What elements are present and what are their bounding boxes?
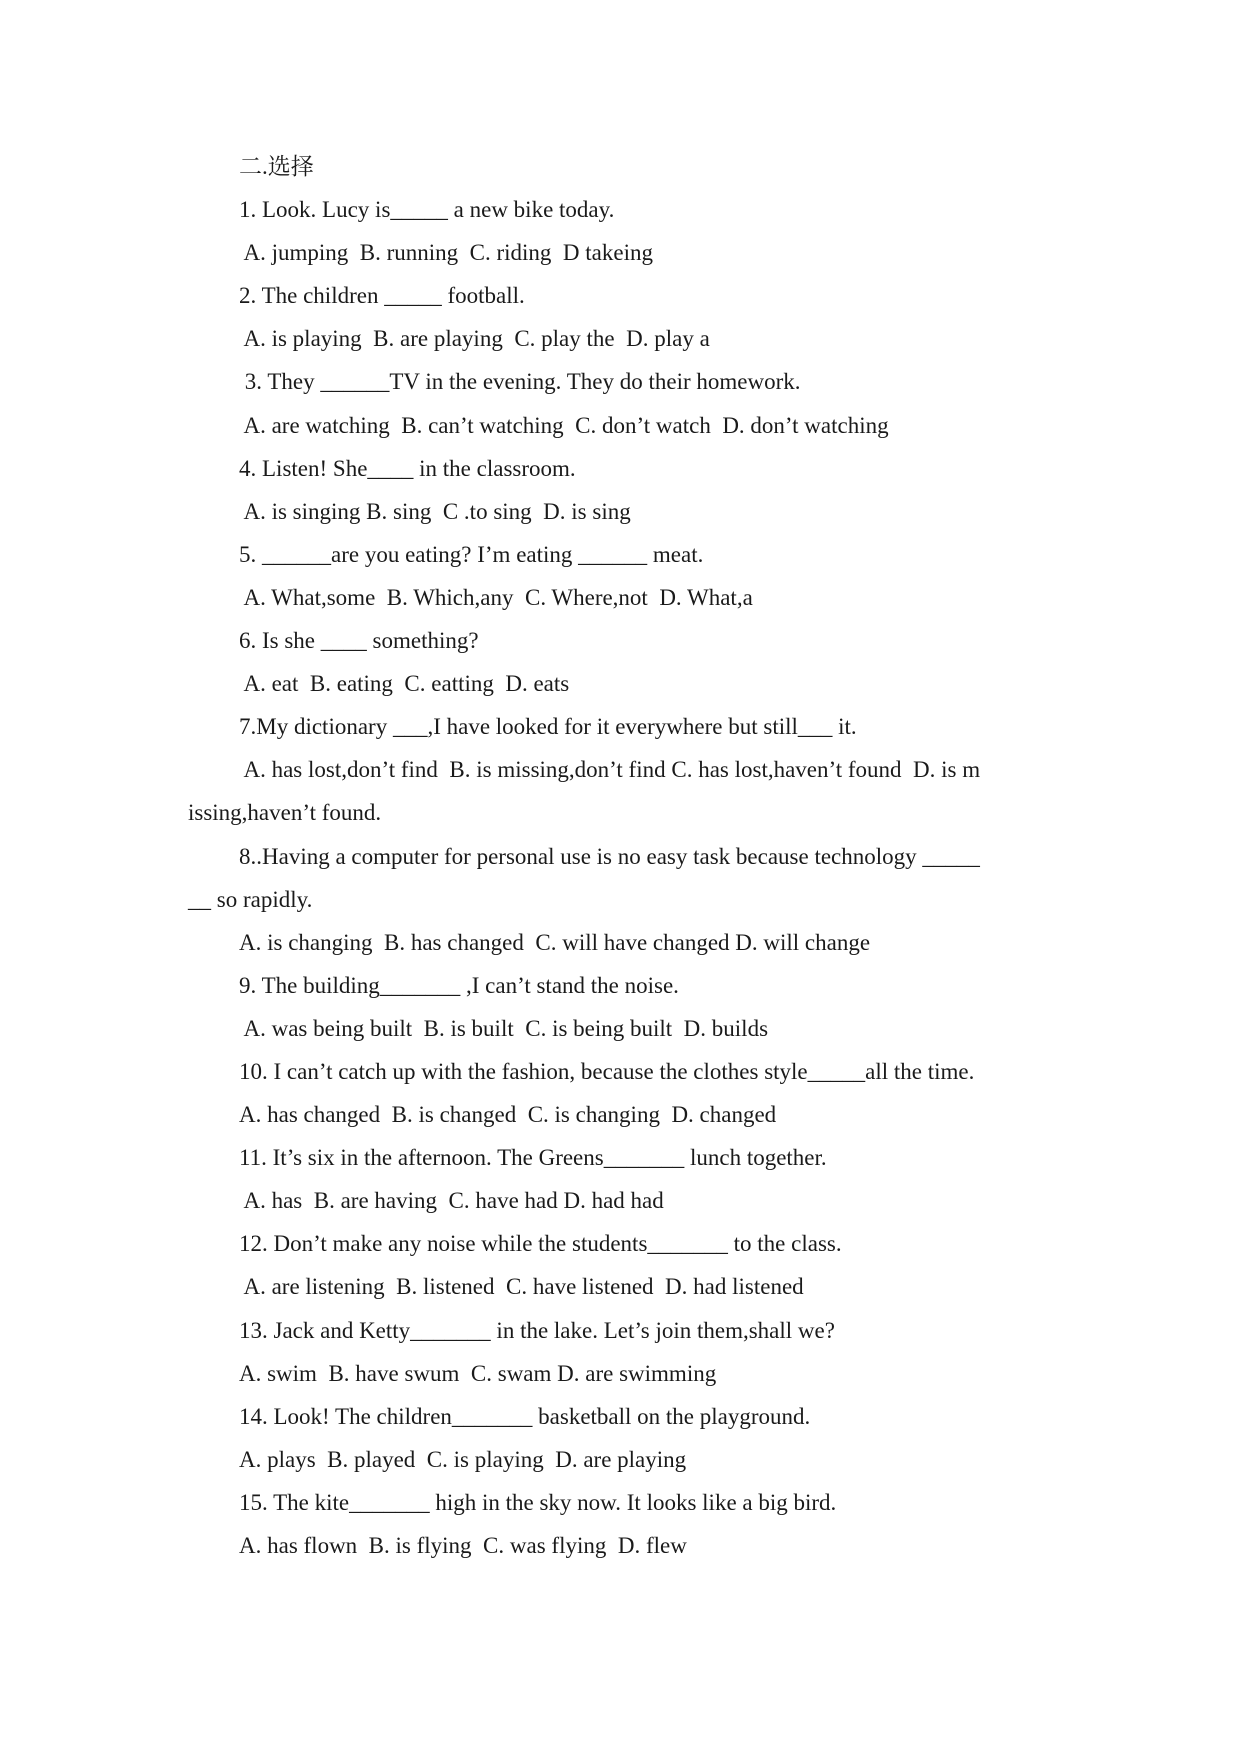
options-10: A. has changed B. is changed C. is changing D. changed — [239, 1102, 777, 1128]
options-15: A. has flown B. is flying C. was flying D. flew — [239, 1533, 687, 1558]
section-title: 二.选择 — [239, 154, 314, 179]
options-12: A. are listening B. listened C. have listened D. had listened — [239, 1274, 804, 1300]
options-14: A. plays B. played C. is playing D. are playing — [239, 1446, 687, 1472]
question-12: 12. Don’t make any noise while the students_______ to the class. — [239, 1231, 842, 1257]
question-1: 1. Look. Lucy is_____ a new bike today. — [239, 197, 615, 223]
options-7-continued: issing,haven’t found. — [188, 800, 382, 826]
question-13: 13. Jack and Ketty_______ in the lake. Let’s join them,shall we? — [239, 1317, 835, 1343]
question-6: 6. Is she ____ something? — [239, 628, 479, 654]
options-1: A. jumping B. running C. riding D takeing — [239, 240, 653, 266]
question-2: 2. The children _____ football. — [239, 283, 525, 309]
exercise-content — [188, 145, 1058, 1567]
options-2: A. is playing B. are playing C. play the D. play a — [239, 326, 710, 352]
question-4: 4. Listen! She____ in the classroom. — [239, 455, 576, 481]
question-14: 14. Look! The children_______ basketball on the playground. — [239, 1403, 811, 1429]
options-7: A. has lost,don’t find B. is missing,don’t find C. has lost,haven’t found D. is m — [239, 757, 981, 783]
options-8: A. is changing B. has changed C. will have changed D. will change — [239, 929, 871, 955]
question-15: 15. The kite_______ high in the sky now. It looks like a big bird. — [239, 1489, 837, 1515]
question-8: 8..Having a computer for personal use is no easy task because technology _____ — [239, 843, 980, 869]
options-4: A. is singing B. sing C .to sing D. is sing — [239, 498, 631, 524]
question-8-continued: __ so rapidly. — [188, 886, 313, 912]
options-11: A. has B. are having C. have had D. had had — [239, 1188, 664, 1214]
question-9: 9. The building_______ ,I can’t stand the noise. — [239, 972, 679, 998]
question-11: 11. It’s six in the afternoon. The Greens_______ lunch together. — [239, 1145, 827, 1171]
options-3: A. are watching B. can’t watching C. don’t watch D. don’t watching — [239, 412, 889, 438]
options-13: A. swim B. have swum C. swam D. are swimming — [239, 1360, 717, 1386]
question-7: 7.My dictionary ___,I have looked for it everywhere but still___ it. — [239, 714, 857, 740]
question-5: 5. ______are you eating? I’m eating ______ meat. — [239, 541, 704, 567]
options-5: A. What,some B. Which,any C. Where,not D. What,a — [239, 584, 753, 610]
options-9: A. was being built B. is built C. is being built D. builds — [239, 1015, 769, 1041]
question-3: 3. They ______TV in the evening. They do their homework. — [239, 369, 801, 395]
question-10: 10. I can’t catch up with the fashion, because the clothes style_____all the time. — [239, 1058, 975, 1084]
options-6: A. eat B. eating C. eatting D. eats — [239, 671, 570, 697]
